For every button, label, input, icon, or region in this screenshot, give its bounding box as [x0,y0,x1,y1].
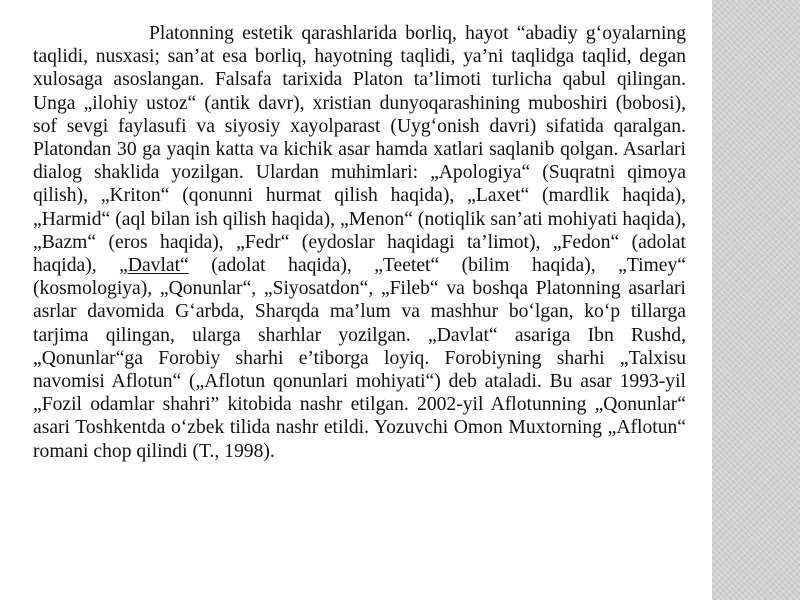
decorative-side-panel [712,0,800,600]
paragraph-text-start: Platonning estetik qarashlarida borliq, hayot “abadiy g‘oyalarning taqlidi, nusxasi; san’at esa borliq, hayotning taqlidi, ya’ni taqlidga taqlid, degan xulosaga asoslangan. Falsafa tarixida Platon ta’limoti turlicha qabul qilingan. Unga „ilohiy ustoz“ (antik davr), xristian dunyoqarashining muboshiri (bobosi), sof sevgi faylasufi va siyosiy xayolparast (Uyg‘onish davri) sifatida qaralgan. Platondan 30 ga yaqin katta va kichik asar hamda xatlari saqlanib qolgan. Asarlari dialog shaklida yozilgan. Ulardan muhimlari: „Apologiya“ (Suqratni qimoya qilish), „Kriton“ (qonunni hurmat qilish haqida), „Laxet“ (mardlik haqida), „Harmid“ (aql bilan ish qilish haqida), „Menon“ (notiqlik san’ati mohiyati haqida), „Bazm“ (eros haqida), „Fedr“ (eydoslar haqidagi ta’limot), „Fedon“ (adolat haqida), [33,23,686,277]
davlat-link[interactable]: „Davlat“ [119,255,189,277]
paragraph-text-end: (adolat haqida), „Teetet“ (bilim haqida), „Timey“ (kosmologiya), „Qonunlar“, „Siyosatdon“, „Fileb“ va boshqa Platonning asarlari asrlar davomida G‘arbda, Sharqda ma’lum va mashhur bo‘lgan, ko‘p tillarga tarjima qilingan, ularga sharhlar yozilgan. „Davlat“ asariga Ibn Rushd, „Qonunlar“ga Forobiy sharhi e’tiborga loyiq. Forobiyning sharhi „Talxisu navomisi Aflotun“ („Aflotun qonunlari mohiyati“) deb ataladi. Bu asar 1993-yil „Fozil odamlar shahri” kitobida nashr etilgan. 2002-yil Aflotunning „Qonunlar“ asari Toshkentda o‘zbek tilida nashr etildi. Yozuvchi Omon Muxtorning „Aflotun“ romani chop qilindi (T., 1998). [33,255,686,462]
body-paragraph [33,22,686,463]
